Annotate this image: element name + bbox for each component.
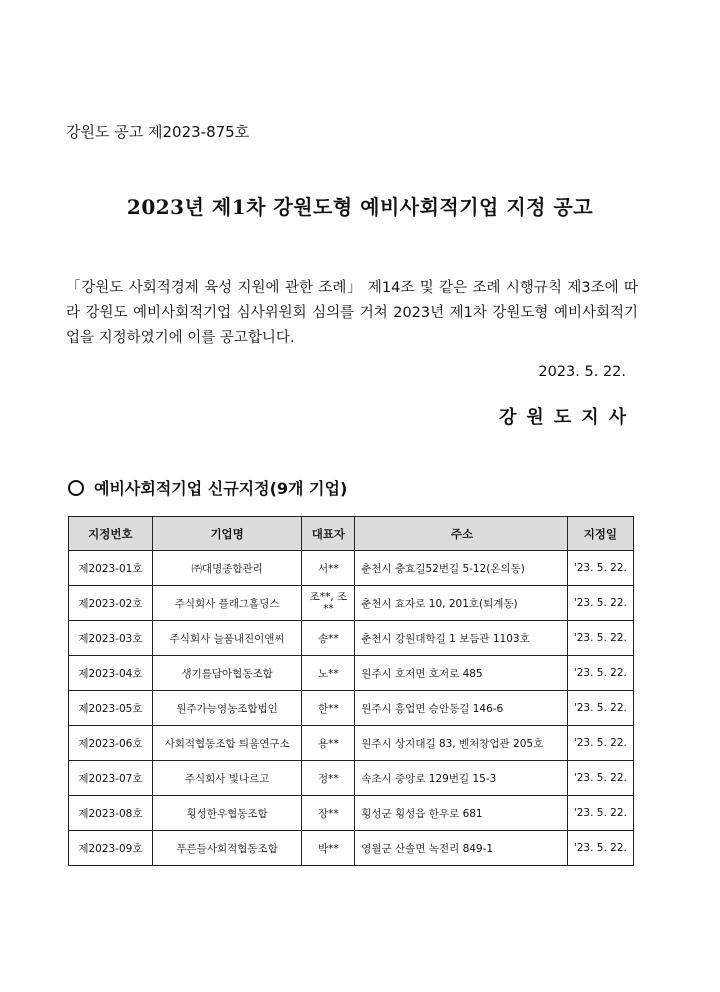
cell-address: 원주시 상지대길 83, 벤처창업관 205호 xyxy=(355,726,567,761)
cell-representative: 박** xyxy=(302,831,355,866)
cell-address: 춘천시 충효길52번길 5-12(온의동) xyxy=(355,551,567,586)
cell-designation-date: '23. 5. 22. xyxy=(567,831,633,866)
designation-table xyxy=(68,516,634,866)
cell-company-name: 횡성한우협동조합 xyxy=(152,796,302,831)
table-row xyxy=(69,796,634,831)
cell-designation-number: 제2023-09호 xyxy=(69,831,153,866)
cell-company-name: 생기를담아협동조합 xyxy=(152,656,302,691)
issuer-name: 강원도지사 xyxy=(499,407,636,428)
cell-address: 춘천시 강원대학길 1 보듬관 1103호 xyxy=(355,621,567,656)
cell-address: 횡성군 횡성읍 한우로 681 xyxy=(355,796,567,831)
cell-designation-number: 제2023-03호 xyxy=(69,621,153,656)
table-row xyxy=(69,621,634,656)
cell-designation-number: 제2023-02호 xyxy=(69,586,153,621)
table-row xyxy=(69,761,634,796)
cell-designation-date: '23. 5. 22. xyxy=(567,586,633,621)
cell-address: 원주시 흥업면 승안동길 146-6 xyxy=(355,691,567,726)
cell-designation-date: '23. 5. 22. xyxy=(567,761,633,796)
cell-company-name: 푸른들사회적협동조합 xyxy=(152,831,302,866)
table-row xyxy=(69,586,634,621)
header-designation-date: 지정일 xyxy=(567,517,633,551)
cell-representative: 정** xyxy=(302,761,355,796)
table-row xyxy=(69,656,634,691)
table-row xyxy=(69,551,634,586)
cell-address: 영월군 산솔면 녹전리 849-1 xyxy=(355,831,567,866)
cell-designation-number: 제2023-01호 xyxy=(69,551,153,586)
notice-number: 강원도 공고 제2023-875호 xyxy=(66,123,250,141)
header-representative: 대표자 xyxy=(302,517,355,551)
cell-designation-date: '23. 5. 22. xyxy=(567,726,633,761)
announcement-date: 2023. 5. 22. xyxy=(538,364,626,380)
cell-designation-number: 제2023-08호 xyxy=(69,796,153,831)
cell-designation-date: '23. 5. 22. xyxy=(567,621,633,656)
header-address: 주소 xyxy=(355,517,567,551)
cell-designation-number: 제2023-07호 xyxy=(69,761,153,796)
cell-representative: 노** xyxy=(302,656,355,691)
cell-designation-date: '23. 5. 22. xyxy=(567,691,633,726)
cell-representative: 조**, 조** xyxy=(302,586,355,621)
table-row xyxy=(69,691,634,726)
cell-company-name: 원주가능영농조합법인 xyxy=(152,691,302,726)
header-company-name: 기업명 xyxy=(152,517,302,551)
cell-company-name: 주식회사 플래그홀딩스 xyxy=(152,586,302,621)
cell-company-name: ㈜대명종합관리 xyxy=(152,551,302,586)
cell-address: 춘천시 효자로 10, 201호(퇴계동) xyxy=(355,586,567,621)
cell-designation-date: '23. 5. 22. xyxy=(567,796,633,831)
cell-address: 원주시 호저면 호저로 485 xyxy=(355,656,567,691)
section-title: 예비사회적기업 신규지정(9개 기업) xyxy=(94,479,348,498)
announcement-body xyxy=(66,276,638,351)
cell-representative: 한** xyxy=(302,691,355,726)
cell-company-name: 주식회사 빛나르고 xyxy=(152,761,302,796)
cell-address: 속초시 중앙로 129번길 15-3 xyxy=(355,761,567,796)
table-header-row xyxy=(69,517,634,551)
cell-company-name: 주식회사 늘품내진이앤씨 xyxy=(152,621,302,656)
circle-bullet-icon xyxy=(68,480,84,496)
page-title: 2023년 제1차 강원도형 예비사회적기업 지정 공고 xyxy=(126,195,594,219)
cell-company-name: 사회적협동조합 틔움연구소 xyxy=(152,726,302,761)
announcement-paragraph: 「강원도 사회적경제 육성 지원에 관한 조례」 제14조 및 같은 조례 시행규칙 제3조에 따라 강원도 예비사회적기업 심사위원회 심의를 거쳐 2023년 제1차 강원도형 예비사회적기업을 지정하였기에 이를 공고합니다. xyxy=(66,280,638,346)
table-row xyxy=(69,831,634,866)
cell-representative: 서** xyxy=(302,551,355,586)
cell-designation-date: '23. 5. 22. xyxy=(567,551,633,586)
cell-designation-number: 제2023-04호 xyxy=(69,656,153,691)
cell-designation-date: '23. 5. 22. xyxy=(567,656,633,691)
table-row xyxy=(69,726,634,761)
cell-designation-number: 제2023-06호 xyxy=(69,726,153,761)
section-heading xyxy=(68,476,347,499)
header-designation-number: 지정번호 xyxy=(69,517,153,551)
cell-representative: 용** xyxy=(302,726,355,761)
cell-designation-number: 제2023-05호 xyxy=(69,691,153,726)
cell-representative: 장** xyxy=(302,796,355,831)
cell-representative: 송** xyxy=(302,621,355,656)
